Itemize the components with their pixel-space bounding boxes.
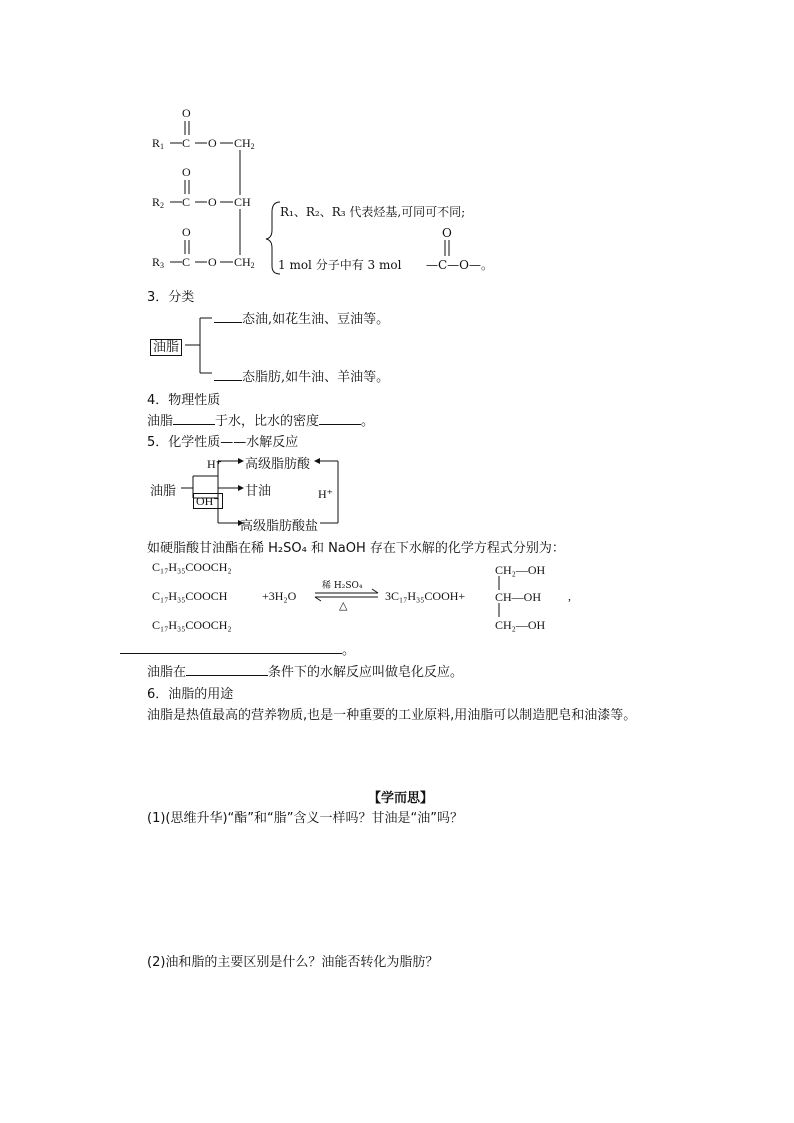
section-6-heading: 6．油脂的用途	[147, 687, 234, 702]
glycerol-row-3: CH₂—OH	[495, 618, 546, 632]
ch-middle: CH	[234, 195, 251, 209]
answer-blank[interactable]	[214, 310, 242, 323]
think-question-2: (2)油和脂的主要区别是什么？油能否转化为脂肪？	[147, 955, 439, 970]
carbonyl-oxygen-2: O	[182, 165, 191, 179]
r1-group: $R_1$	[152, 136, 165, 151]
equation-intro: 如硬脂酸甘油酯在稀 H₂SO₄ 和 NaOH 存在下水解的化学方程式分别为：	[147, 541, 565, 556]
ester-oxygen-2: O	[208, 195, 217, 209]
answer-blank[interactable]	[120, 641, 342, 654]
ester-group-label: —C—O—。	[426, 258, 494, 272]
glycerol-row-2: CH—OH	[495, 590, 542, 604]
r2-group: $R_2$	[152, 195, 165, 210]
glycerol-row-1: CH₂—OH	[495, 563, 546, 577]
think-title: 【学而思】	[368, 791, 434, 806]
equation-acid-product: 3C₁₇H₃₅COOH+	[385, 589, 466, 603]
ch2-bottom: $CH_2$	[234, 255, 255, 270]
answer-blank[interactable]	[319, 412, 361, 425]
section-4-heading: 4．物理性质	[147, 393, 221, 408]
saponification-sentence: 油脂在 条件下的水解反应叫做皂化反应。	[147, 665, 464, 680]
base-catalyst: OH⁻	[193, 494, 223, 509]
hydrolysis-source: 油脂	[150, 484, 177, 499]
equation-ester-row-3: C₁₇H₃₅COOCH₂	[152, 618, 232, 632]
classification-center: 油脂	[150, 336, 182, 355]
equation-ester-row-2: C₁₇H₃₅COOCH	[152, 589, 228, 603]
carbon-2: C	[182, 195, 191, 209]
think-question-1: (1)(思维升华)“酯”和“脂”含义一样吗？甘油是“油”吗？	[147, 811, 463, 826]
section-3-heading: 3．分类	[147, 290, 195, 305]
physical-properties: 油脂 于水，比水的密度 。	[147, 414, 375, 429]
section-5-heading: 5．化学性质——水解反应	[147, 435, 299, 450]
reverse-acid-label: H⁺	[318, 487, 333, 501]
product-fatty-acid: 高级脂肪酸	[245, 457, 311, 472]
structure-note-2: 1 mol 分子中有 3 mol	[278, 258, 402, 272]
equation-comma: ,	[568, 589, 571, 603]
structure-note-1: R₁、R₂、R₃ 代表烃基,可同可不同;	[280, 205, 466, 219]
classification-solid: 态脂肪,如牛油、羊油等。	[214, 366, 389, 385]
product-fatty-acid-salt: 高级脂肪酸盐	[240, 519, 319, 534]
equation-condition-top: 稀 H₂SO₄	[322, 581, 363, 591]
ester-oxygen-3: O	[208, 255, 217, 269]
answer-blank[interactable]	[173, 412, 215, 425]
r3-group: $R_3$	[152, 255, 165, 270]
carbon-3: C	[182, 255, 191, 269]
equation-condition-heat: △	[339, 599, 348, 612]
uses-text: 油脂是热值最高的营养物质,也是一种重要的工业原料,用油脂可以制造肥皂和油漆等。	[147, 708, 637, 723]
ester-oxygen-1: O	[208, 136, 217, 150]
ch2-top: $CH_2$	[234, 136, 255, 151]
equation-answer-line: 。	[120, 639, 355, 658]
carbonyl-oxygen-1: O	[182, 106, 191, 120]
equation-water: +3H₂O	[262, 589, 297, 603]
classification-liquid: 态油,如花生油、豆油等。	[214, 308, 389, 327]
carbon-1: C	[182, 136, 191, 150]
equation-ester-row-1: C₁₇H₃₅COOCH₂	[152, 560, 232, 574]
acid-catalyst: H⁺	[207, 457, 222, 471]
answer-blank[interactable]	[214, 368, 242, 381]
answer-blank[interactable]	[186, 663, 268, 676]
note-carbonyl-oxygen: O	[442, 226, 452, 240]
product-glycerol: 甘油	[245, 484, 272, 499]
carbonyl-oxygen-3: O	[182, 225, 191, 239]
